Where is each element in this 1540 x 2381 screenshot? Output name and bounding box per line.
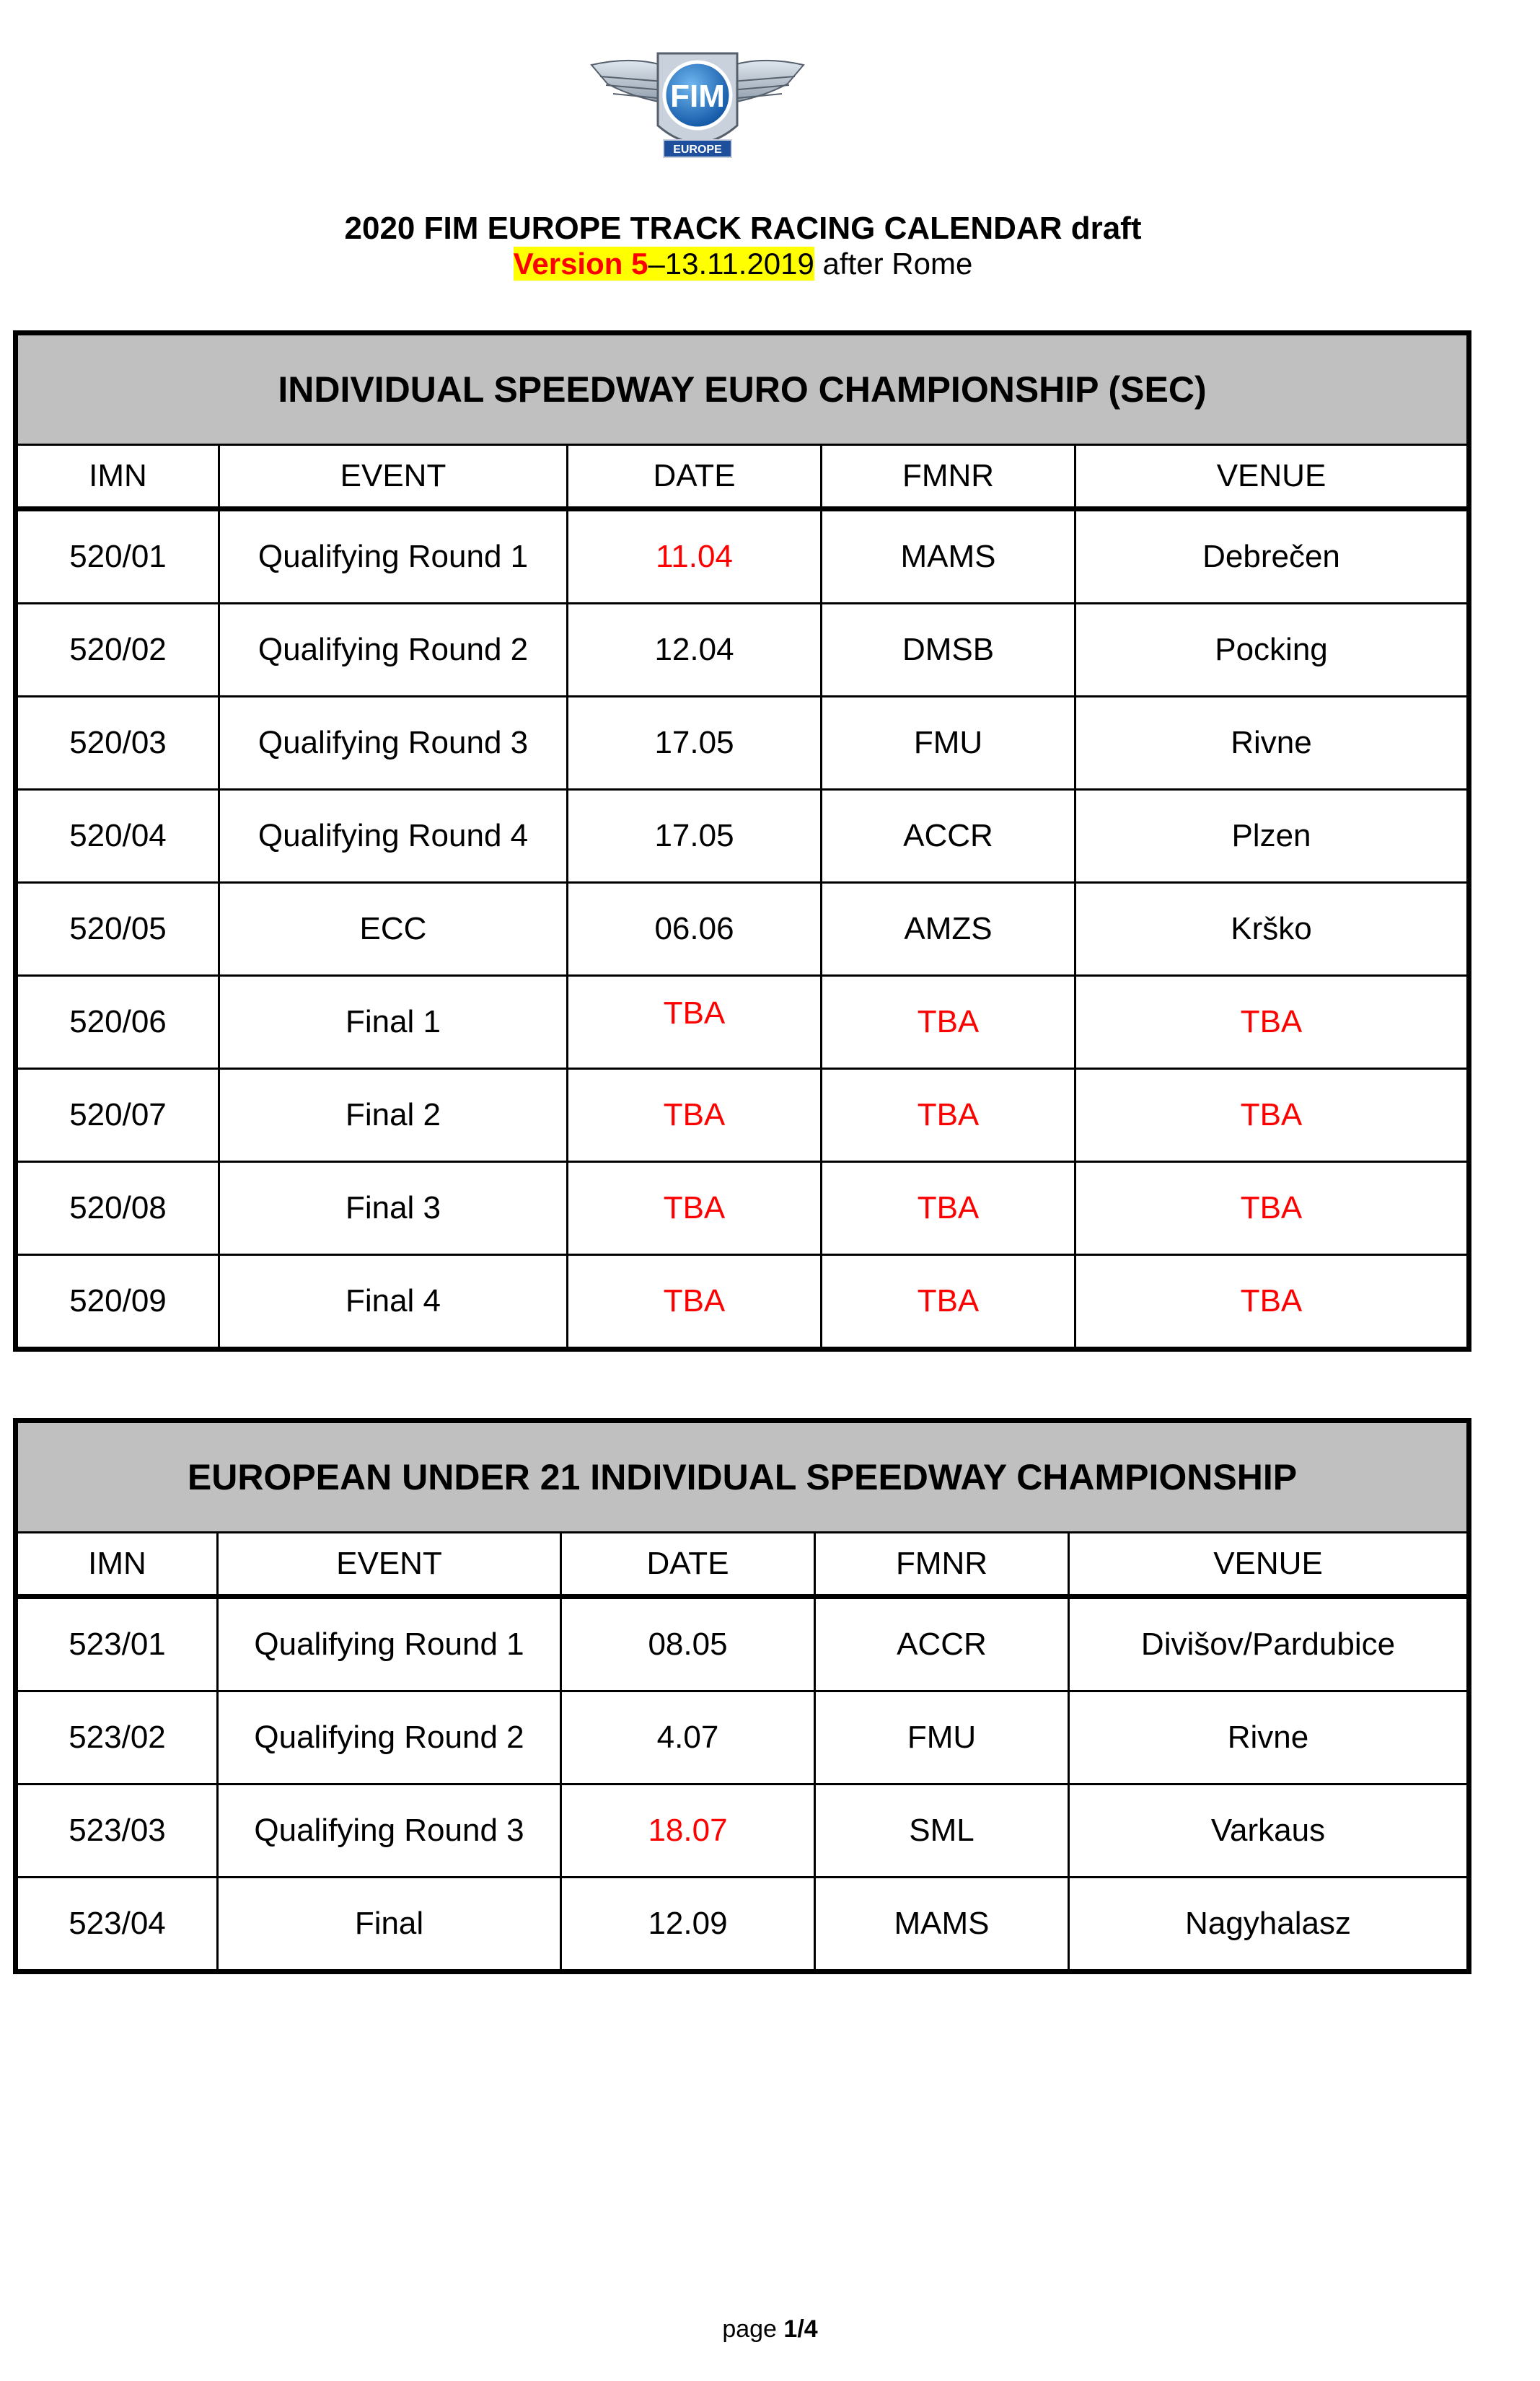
cell-imn: 520/06 (16, 976, 219, 1069)
table-row (16, 509, 1469, 604)
cell-imn: 520/04 (16, 790, 219, 883)
page-footer (0, 2315, 1540, 2343)
cell-event: Qualifying Round 4 (219, 790, 568, 883)
cell-venue: TBA (1075, 1255, 1469, 1350)
cell-event: ECC (219, 883, 568, 976)
table-row (16, 697, 1469, 790)
u21-calendar-table (13, 1418, 1471, 1974)
table-row (16, 1691, 1469, 1784)
table-title: INDIVIDUAL SPEEDWAY EURO CHAMPIONSHIP (SEC) (16, 333, 1469, 445)
cell-imn: 520/03 (16, 697, 219, 790)
table-row (16, 976, 1469, 1069)
cell-date: 4.07 (561, 1691, 815, 1784)
cell-fmnr: FMU (822, 697, 1075, 790)
table-row (16, 1784, 1469, 1878)
cell-imn: 523/03 (16, 1784, 218, 1878)
version-note: after Rome (814, 247, 973, 281)
cell-venue: Rivne (1069, 1691, 1469, 1784)
cell-event: Qualifying Round 3 (219, 697, 568, 790)
table-row (16, 1255, 1469, 1350)
column-header-event: EVENT (219, 445, 568, 509)
cell-event: Qualifying Round 1 (218, 1597, 561, 1691)
column-header-imn: IMN (16, 445, 219, 509)
column-header-imn: IMN (16, 1533, 218, 1597)
cell-imn: 523/04 (16, 1878, 218, 1972)
column-header-date: DATE (568, 445, 822, 509)
cell-imn: 523/02 (16, 1691, 218, 1784)
page-title: 2020 FIM EUROPE TRACK RACING CALENDAR draft (344, 211, 1142, 246)
table-row (16, 790, 1469, 883)
cell-fmnr: DMSB (822, 604, 1075, 697)
cell-imn: 520/05 (16, 883, 219, 976)
cell-event: Final 4 (219, 1255, 568, 1350)
cell-venue: Nagyhalasz (1069, 1878, 1469, 1972)
cell-imn: 520/02 (16, 604, 219, 697)
cell-event: Qualifying Round 2 (218, 1691, 561, 1784)
cell-venue: Krško (1075, 883, 1469, 976)
cell-imn: 520/07 (16, 1069, 219, 1162)
cell-event: Qualifying Round 1 (219, 509, 568, 604)
cell-venue: Divišov/Pardubice (1069, 1597, 1469, 1691)
column-header-date: DATE (561, 1533, 815, 1597)
page-number: 1/4 (783, 2315, 818, 2343)
cell-fmnr: MAMS (822, 509, 1075, 604)
fim-europe-logo (586, 39, 809, 172)
version-line (0, 247, 1486, 281)
cell-fmnr: TBA (822, 1255, 1075, 1350)
cell-venue: TBA (1075, 976, 1469, 1069)
cell-venue: Plzen (1075, 790, 1469, 883)
cell-fmnr: FMU (815, 1691, 1069, 1784)
column-header-venue: VENUE (1069, 1533, 1469, 1597)
cell-fmnr: ACCR (822, 790, 1075, 883)
sec-calendar-table (13, 330, 1471, 1352)
cell-date (568, 976, 822, 1069)
version-label: Version 5 (513, 247, 648, 281)
cell-venue: Pocking (1075, 604, 1469, 697)
logo-subtext: EUROPE (673, 144, 722, 156)
cell-imn: 520/09 (16, 1255, 219, 1350)
cell-fmnr: TBA (822, 1162, 1075, 1255)
column-header-fmnr: FMNR (822, 445, 1075, 509)
table-row (16, 1878, 1469, 1972)
cell-date: 17.05 (568, 697, 822, 790)
cell-date: 11.04 (568, 509, 822, 604)
table-row (16, 1162, 1469, 1255)
cell-event: Qualifying Round 3 (218, 1784, 561, 1878)
version-date: –13.11.2019 (648, 247, 814, 281)
cell-imn: 520/01 (16, 509, 219, 604)
cell-venue: Debrečen (1075, 509, 1469, 604)
table-row (16, 604, 1469, 697)
cell-fmnr: SML (815, 1784, 1069, 1878)
cell-event: Final (218, 1878, 561, 1972)
cell-event: Final 2 (219, 1069, 568, 1162)
cell-venue: TBA (1075, 1069, 1469, 1162)
table-row (16, 1069, 1469, 1162)
cell-fmnr: TBA (822, 1069, 1075, 1162)
cell-venue: Varkaus (1069, 1784, 1469, 1878)
cell-venue: TBA (1075, 1162, 1469, 1255)
cell-fmnr: ACCR (815, 1597, 1069, 1691)
cell-event: Final 1 (219, 976, 568, 1069)
version-highlight (514, 247, 814, 281)
table-row (16, 883, 1469, 976)
cell-date: 08.05 (561, 1597, 815, 1691)
cell-date: 18.07 (561, 1784, 815, 1878)
column-header-fmnr: FMNR (815, 1533, 1069, 1597)
cell-date: TBA (568, 1069, 822, 1162)
cell-date: TBA (568, 1255, 822, 1350)
cell-date: TBA (568, 1162, 822, 1255)
cell-event: Qualifying Round 2 (219, 604, 568, 697)
cell-date: 17.05 (568, 790, 822, 883)
footer-prefix: page (722, 2315, 784, 2343)
logo-text: FIM (670, 79, 725, 114)
column-header-event: EVENT (218, 1533, 561, 1597)
cell-fmnr: MAMS (815, 1878, 1069, 1972)
cell-fmnr: TBA (822, 976, 1075, 1069)
cell-imn: 523/01 (16, 1597, 218, 1691)
column-header-venue: VENUE (1075, 445, 1469, 509)
table-row (16, 1597, 1469, 1691)
cell-fmnr: AMZS (822, 883, 1075, 976)
cell-venue: Rivne (1075, 697, 1469, 790)
cell-date-text: TBA (663, 995, 726, 1031)
cell-imn: 520/08 (16, 1162, 219, 1255)
cell-date: 06.06 (568, 883, 822, 976)
table-title: EUROPEAN UNDER 21 INDIVIDUAL SPEEDWAY CHAMPIONSHIP (16, 1421, 1469, 1533)
cell-event: Final 3 (219, 1162, 568, 1255)
cell-date: 12.04 (568, 604, 822, 697)
cell-date: 12.09 (561, 1878, 815, 1972)
